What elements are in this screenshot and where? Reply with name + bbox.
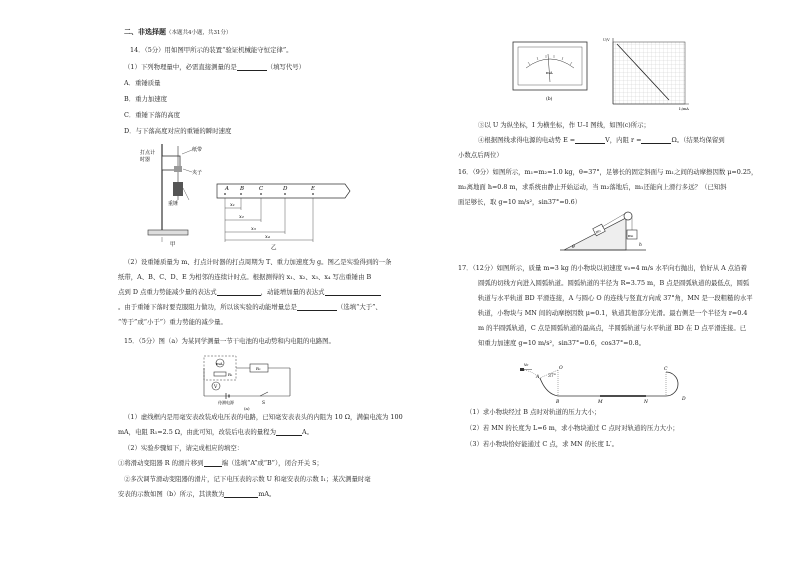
- q14-option-a: A．重锤质量: [124, 79, 161, 87]
- figure-incline: [560, 206, 650, 256]
- label-m2: m₂: [628, 233, 634, 238]
- seg-x2: x₂: [239, 214, 244, 220]
- q16-line3: 面足够长，取 g=10 m/s²，sin37°=0.6）: [458, 198, 582, 206]
- label-v0: v₀: [524, 363, 529, 368]
- label-clip: 夹子: [192, 170, 203, 176]
- q14-part2-line4: 。由于重锤下落时要克服阻力做功，所以该实验的动能增量总是 （选填“大于”、: [118, 303, 382, 311]
- q15-part2-line1: （2）实验步骤如下，请完成相应的填空：: [124, 444, 244, 452]
- q17-sub2: （2）若 MN 的长度为 L=6 m，求小物块通过 C 点时对轨道的压力大小；: [466, 424, 679, 432]
- label-o: O: [559, 366, 563, 371]
- figure-tape: [215, 182, 355, 250]
- answer-blank: [575, 137, 605, 144]
- label-timer: 打点计: [140, 150, 156, 156]
- label-r1: R₁: [228, 372, 233, 377]
- q15-stem: 15．（5分）图（a）为某同学测量一节干电池的电动势和内电阻的电路图。: [124, 337, 335, 345]
- q14-part1: （1）下列物理量中，必需直接测量的是 （填写代号）: [124, 63, 306, 71]
- label-c: C: [664, 367, 668, 372]
- meter-ma: mA: [216, 361, 223, 366]
- label-yi: 乙: [271, 245, 277, 251]
- q16-line2: m₂离地面 h=0.8 m，求系统由静止开始运动，当 m₂落地后，m₁还能向上滑行多远？（已知斜: [458, 183, 727, 191]
- figure-milliammeter: [512, 40, 590, 104]
- label-theta: θ: [572, 245, 575, 250]
- label-jia: 甲: [170, 242, 176, 248]
- label-battery: 待测电源: [218, 400, 234, 405]
- label-timer-2: 时器: [140, 157, 151, 163]
- label-n: N: [644, 400, 648, 405]
- label-a: (a): [244, 406, 250, 411]
- q14-part2-line1: （2）设重锤质量为 m、打点计时器的打点周期为 T、重力加速度为 g。图乙是实验得到的一条: [124, 258, 392, 266]
- answer-blank: [276, 429, 302, 436]
- answer-blank: [297, 304, 337, 311]
- q15-step4-cont: 小数点后两位）: [458, 151, 503, 159]
- meter-unit: mA: [546, 70, 553, 75]
- q14-option-c: C．重锤下落的高度: [124, 111, 181, 119]
- q17-line6: 知重力加速度 g=10 m/s²，sin37°=0.6，cos37°=0.8。: [478, 339, 646, 347]
- seg-x3: x₃: [251, 226, 256, 232]
- point-a: A: [225, 186, 229, 192]
- q17-sub1: （1）求小物块经过 B 点时对轨道的压力大小；: [466, 408, 601, 416]
- q17-line5: m 的半圆弧轨道，C 点是圆弧轨道的最高点，半圆弧轨道与水平轨道 BD 在 D 点平滑连接。已: [478, 324, 747, 332]
- q15-part2-line3: ②多次调节滑动变阻器的滑片，记下电压表的示数 U 和毫安表的示数 I₁；某次测量时毫: [124, 475, 371, 483]
- point-d: D: [283, 186, 288, 192]
- q17-line1: 17．（12分）如图所示，质量 m=3 kg 的小物块以初速度 v₀=4 m/s 水平向右抛出，恰好从 A 点沿着: [458, 264, 747, 272]
- label-m1: m₁: [594, 227, 602, 235]
- label-h: h: [639, 243, 642, 248]
- label-b: B: [556, 400, 560, 405]
- figure-ui-graph: [603, 36, 693, 112]
- figure-apparatus: [140, 142, 210, 247]
- q15-step4: ④根据图线求得电源的电动势 E = V，内阻 r = Ω。（结果均保留到: [478, 136, 725, 144]
- axis-i: I₁/mA: [679, 107, 689, 111]
- label-d: D: [682, 397, 686, 402]
- answer-blank: [204, 460, 222, 467]
- answer-blank: [641, 137, 671, 144]
- point-c: C: [259, 186, 264, 192]
- seg-x4: x₄: [265, 234, 270, 240]
- q17-line2: 圆弧的切线方向进入圆弧轨道。圆弧轨道的半径为 R=3.75 m，B 点是圆弧轨道的最低点，圆弧: [478, 279, 750, 287]
- label-a: A: [536, 375, 540, 380]
- point-e: E: [311, 186, 316, 192]
- q15-step3: ③以 U 为纵坐标，I 为横坐标，作 U–I 图线，如图(c)所示；: [478, 121, 650, 129]
- q14-option-d: D．与下落高度对应的重锤的瞬时速度: [124, 127, 232, 135]
- meter-v: V: [214, 385, 218, 390]
- q15-part1-line1: （1）虚线框内是用毫安表改装成电压表的电路，已知毫安表表头的内阻为 10 Ω，满偏电流为 100: [124, 413, 403, 421]
- q16-line1: 16．（9分）如图所示，m₁=m₂=1.0 kg，θ=37°，足够长的固定斜面与 m₁之间的动摩擦因数 μ=0.25，: [458, 168, 758, 176]
- answer-blank: [224, 491, 258, 498]
- section-note: （本题共4小题，共31分）: [166, 30, 232, 36]
- seg-x1: x₁: [230, 202, 235, 208]
- label-weight: 重锤: [168, 201, 179, 207]
- label-s: S: [262, 401, 266, 406]
- q14-part2-line5: “等于”或“小于”）重力势能的减少量。: [118, 318, 227, 326]
- point-b: B: [240, 186, 245, 192]
- q15-part2-line2: ①将滑动变阻器 R 的滑片移到 端（选填“A”或“B”），闭合开关 S；: [118, 459, 323, 467]
- q14-stem: 14．（5分）用如图甲所示的装置“验证机械能守恒定律”。: [130, 46, 293, 54]
- label-tape: 纸带: [192, 147, 203, 153]
- q14-part2-line2: 纸带，A、B、C、D、E 为相邻的连续计时点。根据测得的 x₁、x₂、x₃、x₄ 写出重锤由 B: [118, 273, 372, 281]
- axis-u: U/V: [603, 38, 610, 42]
- label-m: M: [598, 400, 603, 405]
- q17-line3: 轨道与水平轨道 BD 平滑连接，A 与圆心 O 的连线与竖直方向成 37°角，MN 是一段粗糙的水平: [478, 294, 753, 302]
- figure-track: [518, 360, 698, 408]
- q15-part1-line2: mA，电阻 R₁=2.5 Ω，由此可知，改装后电表的量程为 A。: [118, 428, 313, 436]
- section-title: 二、非选择题（本题共4小题，共31分）: [124, 27, 232, 36]
- q14-option-b: B．重力加速度: [124, 95, 168, 103]
- answer-blank: [217, 289, 261, 296]
- q17-line4: 轨道，小物块与 MN 间的动摩擦因数 μ=0.1，轨道其他部分光滑。最右侧是一个半径为 r=0.4: [478, 309, 748, 317]
- label-angle: 37°: [548, 374, 556, 379]
- q14-part2-line3: 点到 D 点重力势能减少量的表达式 ，动能增加量的表达式: [118, 288, 381, 296]
- answer-blank: [325, 289, 381, 296]
- label-b: (b): [546, 97, 553, 102]
- figure-circuit: [200, 352, 300, 410]
- label-r2: R₂: [256, 366, 261, 371]
- q15-part2-line4: 安表的示数如图（b）所示，其读数为 mA。: [118, 490, 276, 498]
- answer-blank: [237, 64, 267, 71]
- q17-sub3: （3）若小物块恰好能通过 C 点，求 MN 的长度 L′。: [466, 440, 618, 448]
